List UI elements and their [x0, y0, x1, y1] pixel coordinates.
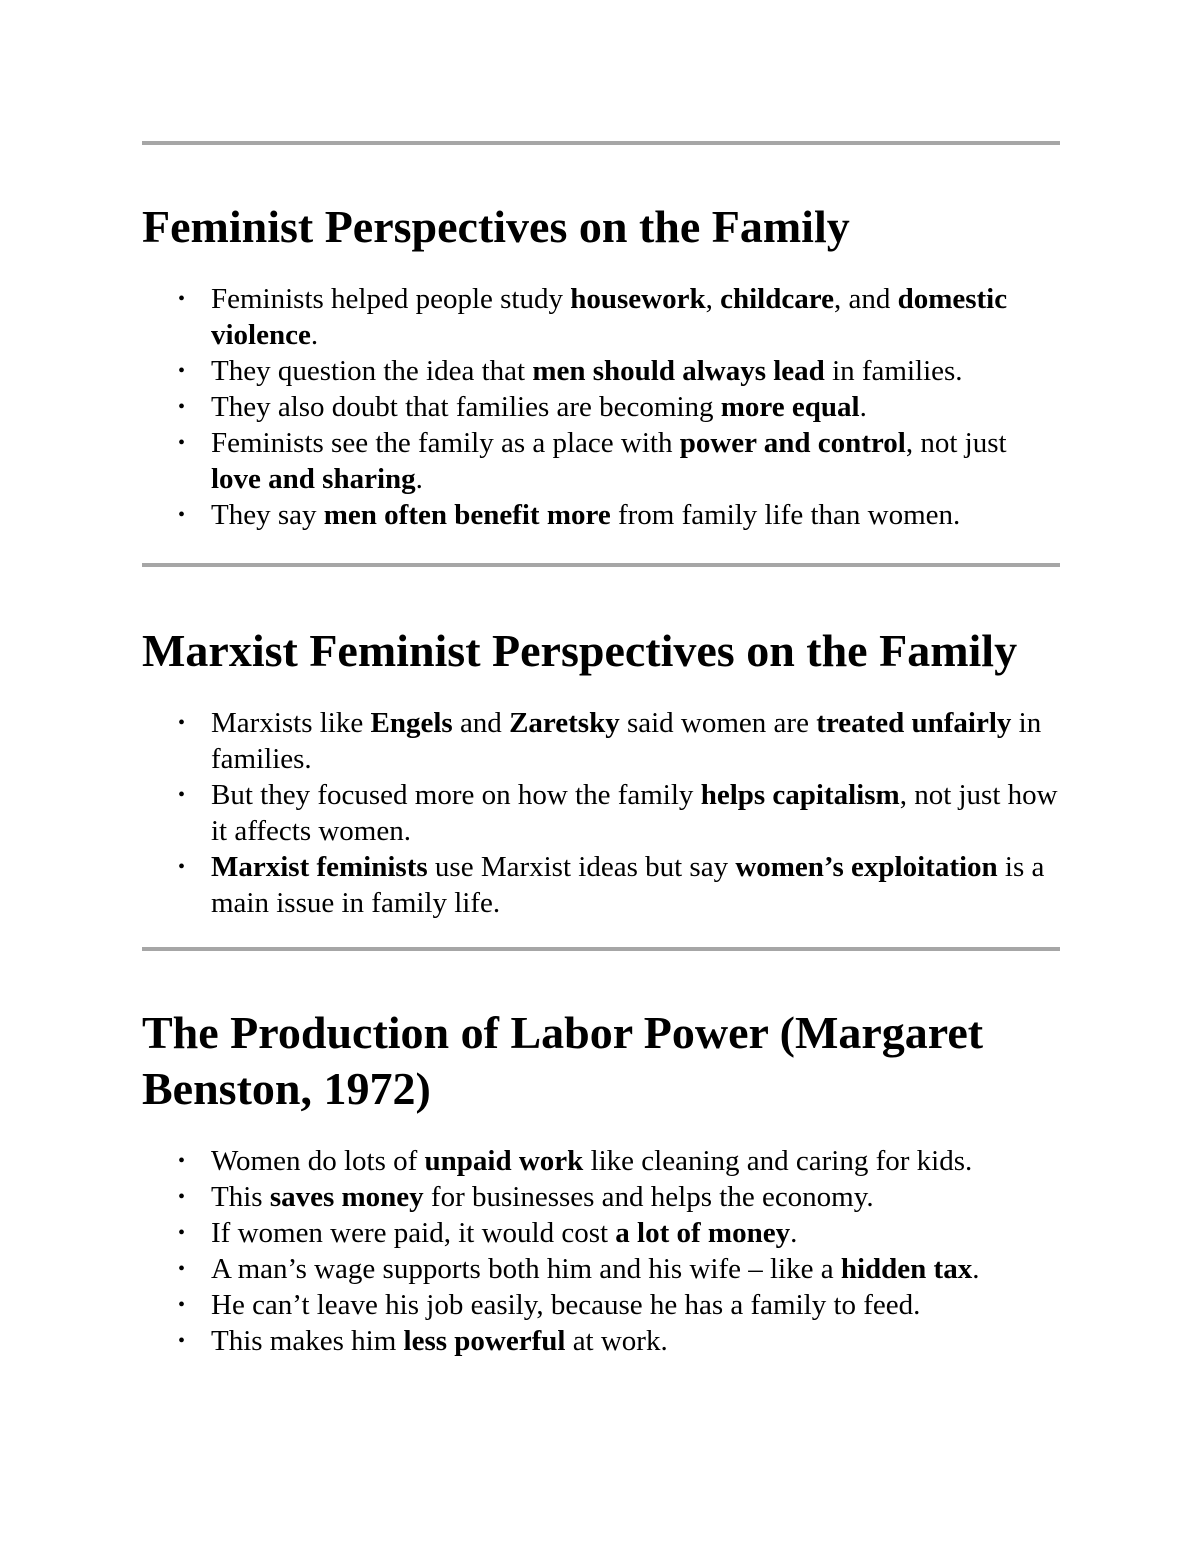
- bullet-icon: •: [178, 856, 186, 878]
- text-run: use Marxist ideas but say: [427, 851, 736, 883]
- horizontal-rule: [142, 563, 1060, 567]
- bullet-icon: •: [178, 396, 186, 418]
- text-run: They say: [211, 499, 324, 531]
- text-run: They question the idea that: [211, 355, 533, 387]
- text-run: A man’s wage supports both him and his wife – like a: [211, 1253, 841, 1285]
- text-run: .: [790, 1217, 798, 1249]
- bullet-icon: •: [178, 1186, 186, 1208]
- bold-text-run: saves money: [269, 1181, 424, 1213]
- section-heading: Feminist Perspectives on the Family: [142, 201, 850, 252]
- document-page: [142, 0, 1060, 1359]
- list-item: [142, 353, 1061, 389]
- bold-text-run: less powerful: [403, 1325, 566, 1357]
- bullet-icon: •: [178, 504, 186, 526]
- bullet-icon: •: [178, 432, 186, 454]
- section-marxist-feminist-perspectives: [142, 623, 1060, 921]
- text-run: like cleaning and caring for kids.: [583, 1145, 973, 1177]
- bold-text-run: love and sharing: [211, 463, 416, 495]
- text-run: He can’t leave his job easily, because he has a family to feed.: [211, 1289, 921, 1321]
- bullet-icon: •: [178, 712, 186, 734]
- list-item: [142, 425, 1061, 497]
- text-run: .: [310, 319, 319, 351]
- list-item: [142, 1251, 1061, 1287]
- bullet-icon: •: [178, 1294, 186, 1316]
- list-item: [142, 389, 1061, 425]
- text-run: .: [972, 1253, 980, 1285]
- bullet-icon: •: [178, 1222, 186, 1244]
- section-production-of-labor-power: [142, 1005, 1060, 1359]
- bold-text-run: childcare: [720, 283, 834, 315]
- text-run: , not just: [905, 427, 1007, 459]
- text-run: from family life than women.: [610, 499, 961, 531]
- text-run: for businesses and helps the economy.: [423, 1181, 874, 1213]
- list-item: [142, 497, 1061, 533]
- text-run: But they focused more on how the family: [211, 779, 701, 811]
- text-run: ,: [705, 283, 721, 315]
- text-run: is a main issue in family life.: [211, 851, 1045, 919]
- bold-text-run: helps capitalism: [700, 779, 900, 811]
- text-run: Feminists helped people study: [211, 283, 571, 315]
- text-run: said women are: [619, 707, 817, 739]
- bullet-icon: •: [178, 1330, 186, 1352]
- bullet-list: [142, 281, 1060, 533]
- list-item: [142, 1143, 1061, 1179]
- bold-text-run: more equal: [720, 391, 860, 423]
- section-feminist-perspectives: [142, 199, 1060, 533]
- bold-text-run: women’s exploitation: [735, 851, 998, 883]
- text-run: They also doubt that families are becoming: [211, 391, 721, 423]
- bullet-icon: •: [178, 288, 186, 310]
- text-run: This makes him: [211, 1325, 404, 1357]
- horizontal-rule: [142, 947, 1060, 951]
- list-item: [142, 705, 1061, 777]
- text-run: This: [211, 1181, 270, 1213]
- text-run: .: [859, 391, 867, 423]
- list-item: [142, 777, 1061, 849]
- section-heading: The Production of Labor Power (Margaret Benston, 1972): [142, 1007, 984, 1114]
- text-run: and: [452, 707, 510, 739]
- bold-text-run: power and control: [679, 427, 906, 459]
- bullet-icon: •: [178, 1150, 186, 1172]
- bullet-icon: •: [178, 1258, 186, 1280]
- bold-text-run: a lot of money: [615, 1217, 791, 1249]
- text-run: in families.: [211, 707, 1042, 775]
- text-run: .: [415, 463, 423, 495]
- bold-text-run: Marxist feminists: [211, 851, 428, 883]
- list-item: [142, 1215, 1061, 1251]
- text-run: in families.: [824, 355, 963, 387]
- text-run: Women do lots of: [211, 1145, 425, 1177]
- bullet-list: [142, 1143, 1060, 1359]
- text-run: Feminists see the family as a place with: [211, 427, 680, 459]
- text-run: at work.: [565, 1325, 668, 1357]
- bold-text-run: hidden tax: [840, 1253, 973, 1285]
- list-item: [142, 1287, 1061, 1323]
- list-item: [142, 1323, 1061, 1359]
- list-item: [142, 281, 1061, 353]
- text-run: , and: [833, 283, 898, 315]
- section-heading: Marxist Feminist Perspectives on the Family: [142, 625, 1018, 676]
- bold-text-run: Engels: [370, 707, 453, 739]
- horizontal-rule: [142, 141, 1060, 145]
- bold-text-run: domestic violence: [211, 283, 1008, 351]
- bold-text-run: Zaretsky: [509, 707, 620, 739]
- bold-text-run: housework: [570, 283, 706, 315]
- bullet-list: [142, 705, 1060, 921]
- bold-text-run: treated unfairly: [816, 707, 1012, 739]
- bold-text-run: men often benefit more: [323, 499, 611, 531]
- bullet-icon: •: [178, 360, 186, 382]
- list-item: [142, 1179, 1061, 1215]
- text-run: If women were paid, it would cost: [211, 1217, 616, 1249]
- list-item: [142, 849, 1061, 921]
- bold-text-run: men should always lead: [532, 355, 825, 387]
- text-run: , not just how it affects women.: [211, 779, 1058, 847]
- bold-text-run: unpaid work: [424, 1145, 584, 1177]
- bullet-icon: •: [178, 784, 186, 806]
- text-run: Marxists like: [211, 707, 371, 739]
